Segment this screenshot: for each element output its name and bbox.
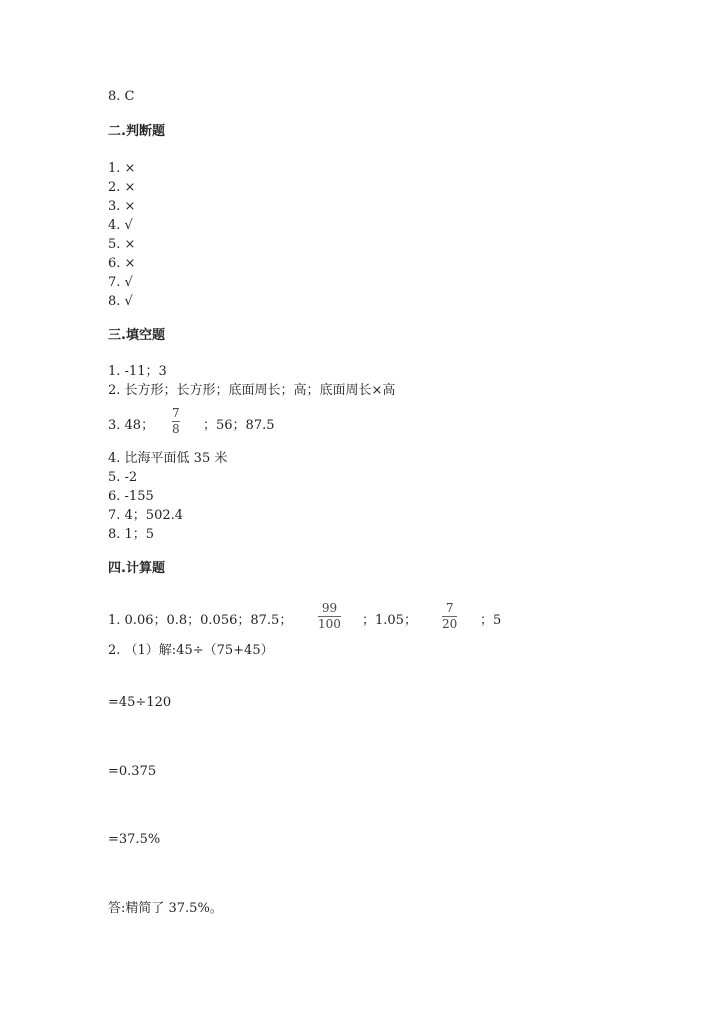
section-title-calculation: 四.计算题 [108, 561, 165, 576]
calc-item-2-header: 2. （1）解:45÷（75+45） [108, 643, 274, 658]
fraction-99-100 [318, 602, 341, 631]
fill-item-3-suffix: ；56；87.5 [203, 418, 275, 433]
fraction-7-20 [442, 602, 457, 631]
fill-item-2: 2. 长方形；长方形；底面周长；高；底面周长×高 [108, 383, 396, 398]
fraction-numerator: 99 [321, 601, 338, 615]
section-title-fill-blank: 三.填空题 [108, 328, 165, 343]
section-title-judgement: 二.判断题 [108, 124, 165, 139]
judgement-item-8: 8. √ [108, 294, 133, 309]
judgement-item-4: 4. √ [108, 218, 133, 233]
fill-item-1: 1. -11；3 [108, 364, 167, 379]
calc-step-2: =0.375 [108, 764, 157, 779]
fraction-denominator: 20 [442, 617, 458, 631]
calc-item-1-suffix: ；5 [480, 613, 502, 628]
fill-item-8: 8. 1；5 [108, 527, 155, 542]
calc-item-1-prefix: 1. 0.06；0.8；0.056；87.5； [108, 613, 293, 628]
fraction-denominator: 8 [172, 422, 180, 436]
calc-step-3: =37.5% [108, 832, 161, 847]
judgement-item-1: 1. × [108, 161, 136, 176]
calc-step-1: =45÷120 [108, 695, 172, 710]
calc-item-1-middle: ；1.05； [362, 613, 417, 628]
calc-answer: 答:精简了 37.5%。 [108, 901, 223, 916]
fill-item-4: 4. 比海平面低 35 米 [108, 451, 228, 466]
fill-item-6: 6. -155 [108, 489, 154, 504]
fraction-numerator: 7 [445, 601, 454, 615]
judgement-item-5: 5. × [108, 237, 136, 252]
fraction-numerator: 7 [172, 406, 180, 420]
judgement-item-3: 3. × [108, 199, 136, 214]
fill-item-7: 7. 4；502.4 [108, 508, 184, 523]
answer-item-8-choice: 8. C [108, 89, 135, 104]
fraction-7-8 [172, 407, 180, 436]
fill-item-5: 5. -2 [108, 470, 138, 485]
fill-item-3-prefix: 3. 48； [108, 418, 155, 433]
judgement-item-2: 2. × [108, 180, 136, 195]
judgement-item-7: 7. √ [108, 275, 133, 290]
fraction-denominator: 100 [318, 617, 341, 631]
judgement-item-6: 6. × [108, 256, 136, 271]
